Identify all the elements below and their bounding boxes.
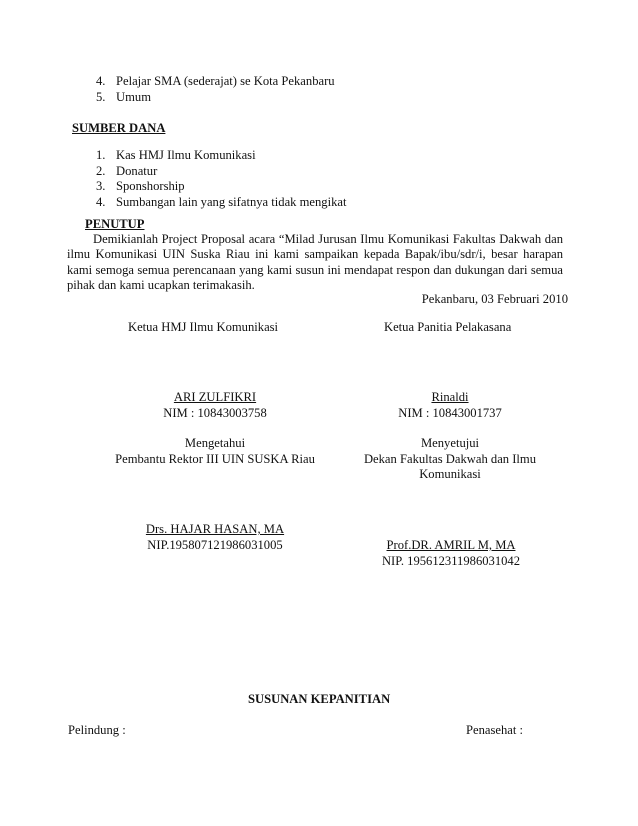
left-approval-block [90, 436, 340, 467]
list-item: 4. Pelajar SMA (sederajat) se Kota Pekanbaru [96, 74, 335, 88]
list-item: 5. Umum [96, 89, 151, 104]
right-approval-label: Menyetujui [420, 436, 480, 450]
advisor-label: Penasehat : [466, 723, 524, 737]
left-signatory-name: ARI ZULFIKRI [173, 390, 257, 404]
left-official-name: Drs. HAJAR HASAN, MA [145, 522, 285, 536]
right-approval-role-line1: Dekan Fakultas Dakwah dan Ilmu [363, 451, 537, 466]
place-date: Pekanbaru, 03 Februari 2010 [421, 292, 568, 306]
left-official-block [100, 522, 330, 553]
funding-heading: SUMBER DANA [72, 121, 166, 135]
right-signatory-id: NIM : 10843001737 [398, 405, 502, 420]
right-official-block [336, 538, 566, 569]
funding-list [96, 148, 346, 210]
list-item: 1. Kas HMJ Ilmu Komunikasi [96, 148, 256, 162]
closing-heading: PENUTUP [85, 217, 145, 231]
left-approval-label: Mengetahui [184, 436, 246, 450]
left-signatory-title: Ketua HMJ Ilmu Komunikasi [128, 320, 279, 334]
list-item: 2. Donatur [96, 163, 158, 178]
protector-label: Pelindung : [68, 723, 126, 737]
left-signatory-block [100, 390, 330, 421]
target-list [96, 74, 335, 105]
list-item: 4. Sumbangan lain yang sifatnya tidak mengikat [96, 194, 347, 209]
right-official-name: Prof.DR. AMRIL M, MA [386, 538, 516, 552]
right-approval-role-line2: Komunikasi [419, 467, 481, 481]
right-signatory-name: Rinaldi [431, 390, 469, 404]
right-signatory-block [340, 390, 560, 421]
left-approval-role: Pembantu Rektor III UIN SUSKA Riau [115, 451, 315, 466]
right-signatory-title: Ketua Panitia Pelakasana [384, 320, 512, 334]
closing-paragraph: Demikianlah Project Proposal acara “Milad Jurusan Ilmu Komunikasi Fakultas Dakwah dan ilmu Komunikasi UIN Suska Riau ini kami sampaikan kepada Bapak/ibu/sdr/i, besar harapan kami semoga semua perencanaan yang kami susun ini mendapat respon dan dukungan dari semua pihak dan kami ucapkan terimakasih. [67, 232, 563, 293]
right-official-id: NIP. 195612311986031042 [381, 553, 521, 568]
committee-heading: SUSUNAN KEPANITIAN [248, 692, 391, 706]
left-signatory-id: NIM : 10843003758 [163, 405, 267, 420]
left-official-id: NIP.195807121986031005 [147, 537, 283, 552]
right-approval-block [340, 436, 560, 483]
list-item: 3. Sponshorship [96, 179, 185, 193]
